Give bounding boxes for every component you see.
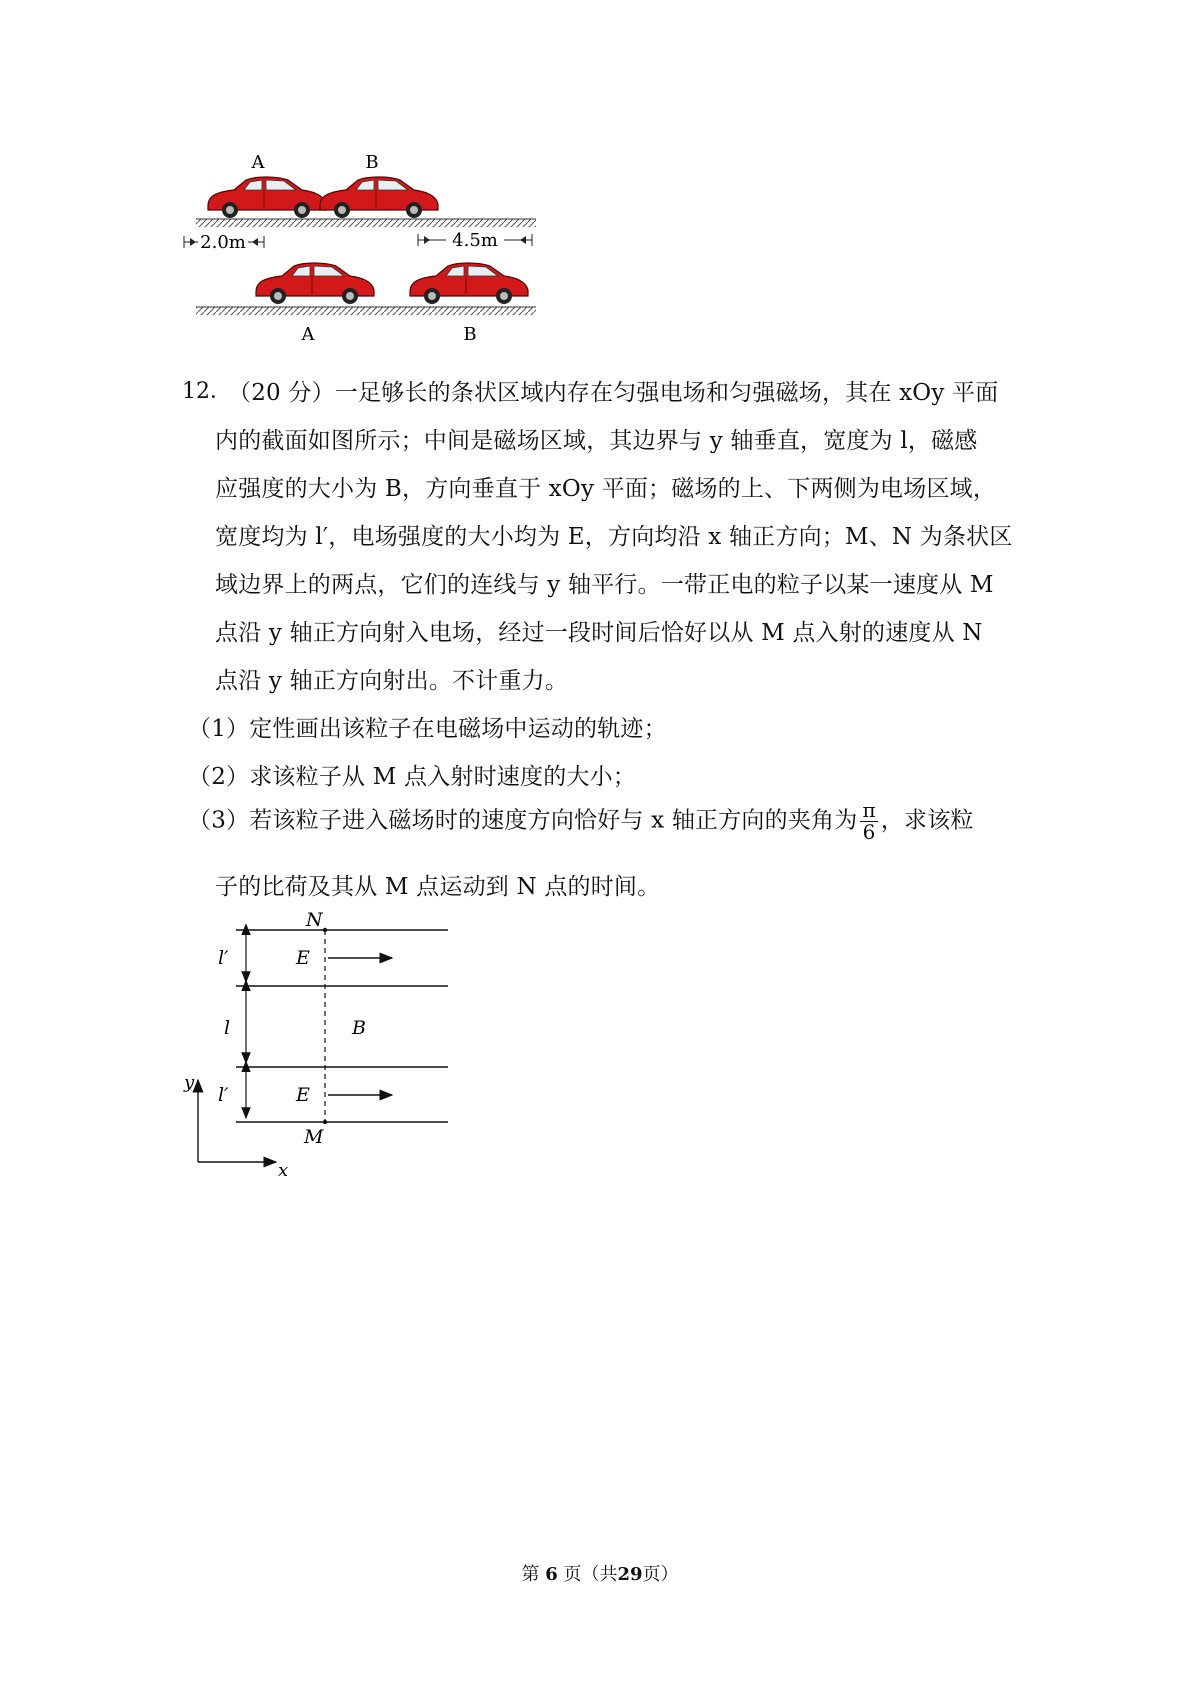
car-label-b-bottom: B — [463, 324, 477, 345]
sub-question-3-cont: 子的比荷及其从 M 点运动到 N 点的时间。 — [215, 874, 661, 900]
car-b-top — [320, 177, 438, 218]
dim-right-label: 4.5m — [452, 230, 498, 251]
fraction-denominator: 6 — [862, 820, 876, 844]
car-b-bottom — [410, 263, 528, 304]
question-line-3: 应强度的大小为 B，方向垂直于 xOy 平面；磁场的上、下两侧为电场区域， — [215, 476, 997, 502]
road-bottom — [196, 307, 536, 315]
footer-page-number: 6 — [545, 1564, 558, 1585]
sub-question-2: （2）求该粒子从 M 点入射时速度的大小； — [188, 764, 637, 790]
footer-post: 页） — [642, 1564, 679, 1585]
label-lp-bottom: l′ — [218, 1084, 229, 1106]
sub-question-1: （1）定性画出该粒子在电磁场中运动的轨迹； — [188, 716, 667, 742]
road-top — [196, 219, 536, 227]
question-number: 12． — [182, 379, 232, 404]
axis-x-label: x — [278, 1160, 289, 1181]
footer-mid: 页（共 — [563, 1564, 618, 1585]
question-line-5: 域边界上的两点，它们的连线与 y 轴平行。一带正电的粒子以某一速度从 M — [215, 572, 994, 598]
label-e-top: E — [296, 947, 310, 969]
question-line-6: 点沿 y 轴正方向射入电场，经过一段时间后恰好以从 M 点入射的速度从 N — [215, 620, 983, 646]
car-label-a-bottom: A — [301, 324, 315, 345]
label-e-bottom: E — [296, 1084, 310, 1106]
question-line-2: 内的截面如图所示；中间是磁场区域，其边界与 y 轴垂直，宽度为 l，磁感 — [215, 428, 978, 454]
label-n: N — [306, 910, 323, 931]
label-l: l — [224, 1017, 231, 1039]
question-line-4: 宽度均为 l′，电场强度的大小均为 E，方向均沿 x 轴正方向；M、N 为条状区 — [215, 524, 1013, 550]
fraction-pi-over-6 — [860, 800, 877, 843]
car-label-a-top: A — [251, 152, 265, 173]
car-label-b-top: B — [365, 152, 379, 173]
car-a-bottom — [256, 263, 374, 304]
dimension-left — [184, 232, 264, 253]
label-m: M — [304, 1126, 324, 1148]
field-figure — [180, 910, 460, 1185]
question-line-7: 点沿 y 轴正方向射出。不计重力。 — [215, 668, 569, 694]
sub-question-3-tail: ，求该粒 — [880, 807, 974, 834]
dim-left-label: 2.0m — [200, 232, 246, 253]
label-b-field: B — [352, 1017, 366, 1039]
car-figure — [180, 150, 560, 360]
sub-question-3 — [188, 800, 974, 843]
sub-question-3-text: （3）若该粒子进入磁场时的速度方向恰好与 x 轴正方向的夹角为 — [188, 807, 858, 834]
footer-pre: 第 — [521, 1564, 540, 1585]
label-lp-top: l′ — [218, 947, 229, 969]
point-m — [323, 1120, 327, 1124]
dimension-right — [418, 230, 532, 251]
footer-total-pages: 29 — [617, 1564, 643, 1585]
axis-y-label: y — [184, 1072, 195, 1093]
page-footer — [0, 1560, 1200, 1586]
car-a-top — [208, 177, 326, 218]
question-line-1: （20 分）一足够长的条状区域内存在匀强电场和匀强磁场，其在 xOy 平面 — [228, 380, 999, 406]
point-n — [323, 928, 327, 932]
fraction-numerator: π — [862, 798, 876, 822]
